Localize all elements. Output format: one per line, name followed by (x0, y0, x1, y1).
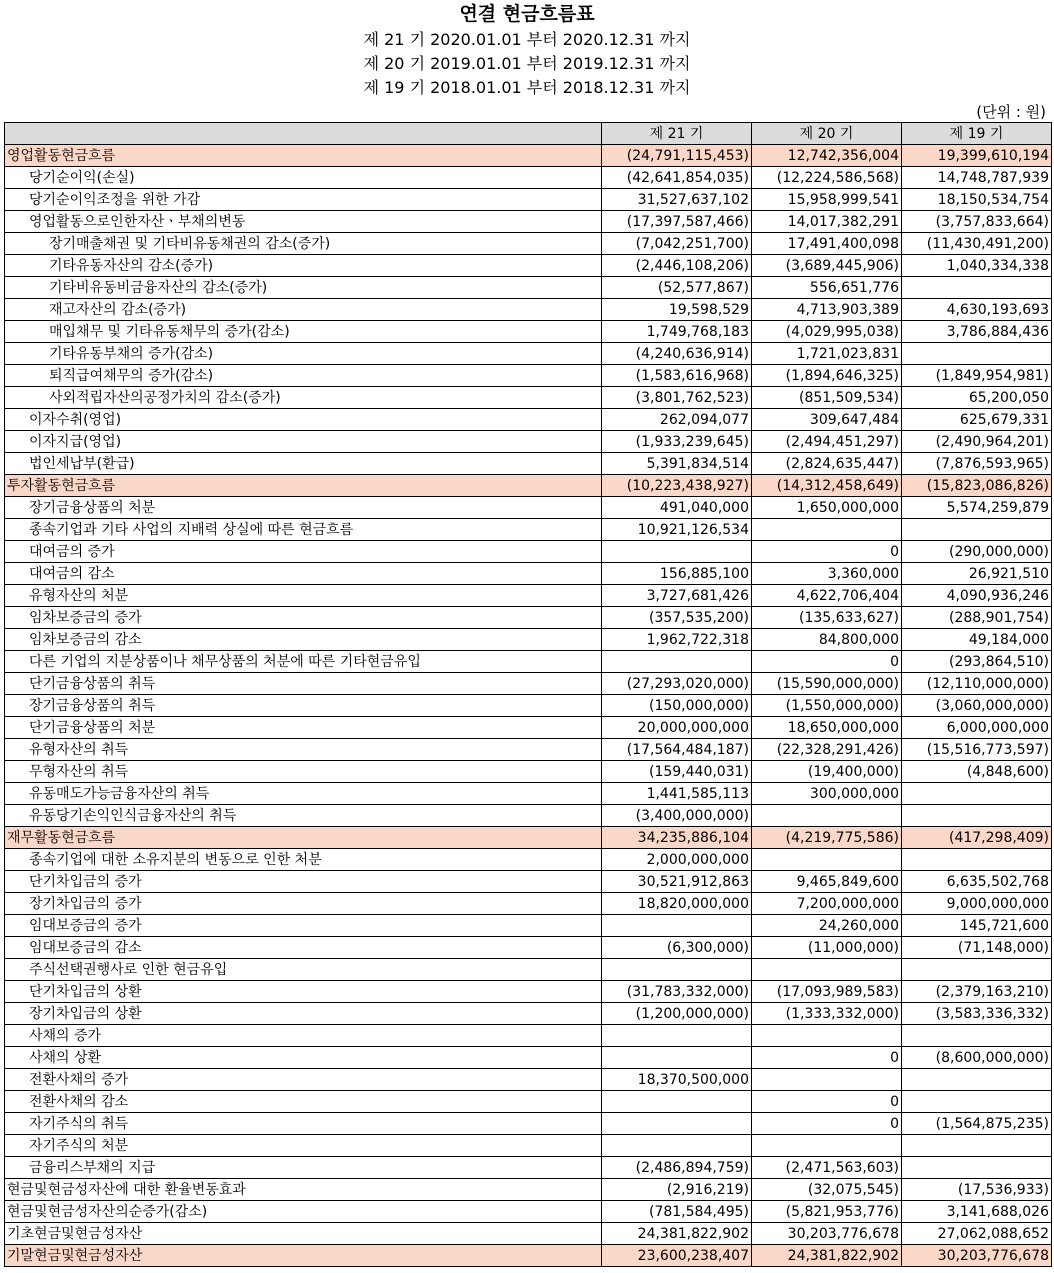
value-20: (11,000,000) (752, 937, 902, 959)
section-row (5, 1245, 1052, 1267)
row-label: 유동매도가능금융자산의 취득 (5, 783, 602, 805)
table-row (5, 1091, 1052, 1113)
value-20: 15,958,999,541 (752, 189, 902, 211)
period-19: 제 19 기 2018.01.01 부터 2018.12.31 까지 (363, 78, 691, 97)
value-20: 4,713,903,389 (752, 299, 902, 321)
value-19: (4,848,600) (902, 761, 1052, 783)
value-21: (1,200,000,000) (602, 1003, 752, 1025)
value-20: (19,400,000) (752, 761, 902, 783)
period-20: 제 20 기 2019.01.01 부터 2019.12.31 까지 (363, 54, 691, 73)
value-19 (902, 1135, 1052, 1157)
value-20: 24,260,000 (752, 915, 902, 937)
value-19: (1,849,954,981) (902, 365, 1052, 387)
row-label: 단기차입금의 상환 (5, 981, 602, 1003)
value-21: (1,933,239,645) (602, 431, 752, 453)
value-19: 4,630,193,693 (902, 299, 1052, 321)
unit-label: (단위 : 원) (976, 103, 1046, 121)
value-21: 23,600,238,407 (602, 1245, 752, 1267)
value-19 (902, 849, 1052, 871)
value-20: 1,650,000,000 (752, 497, 902, 519)
table-row (5, 1003, 1052, 1025)
value-20: 7,200,000,000 (752, 893, 902, 915)
value-21: (24,791,115,453) (602, 145, 752, 167)
value-21: 1,749,768,183 (602, 321, 752, 343)
table-row (5, 717, 1052, 739)
statement-title: 연결 현금흐름표 (459, 3, 595, 25)
value-19: 5,574,259,879 (902, 497, 1052, 519)
row-label: 장기차입금의 증가 (5, 893, 602, 915)
statement-header (0, 0, 1054, 100)
value-20: 14,017,382,291 (752, 211, 902, 233)
value-20: 309,647,484 (752, 409, 902, 431)
value-20: (15,590,000,000) (752, 673, 902, 695)
value-21: (3,400,000,000) (602, 805, 752, 827)
period-21: 제 21 기 2020.01.01 부터 2020.12.31 까지 (363, 30, 691, 49)
value-21: (357,535,200) (602, 607, 752, 629)
value-21 (602, 1113, 752, 1135)
table-row (5, 651, 1052, 673)
row-label: 임차보증금의 증가 (5, 607, 602, 629)
value-20 (752, 805, 902, 827)
value-20: (3,689,445,906) (752, 255, 902, 277)
table-row (5, 607, 1052, 629)
value-21 (602, 541, 752, 563)
value-19 (902, 519, 1052, 541)
row-label: 당기순이익조정을 위한 가감 (5, 189, 602, 211)
row-label: 기말현금및현금성자산 (5, 1245, 602, 1267)
row-label: 현금및현금성자산에 대한 환율변동효과 (5, 1179, 602, 1201)
value-21: (1,583,616,968) (602, 365, 752, 387)
value-19: (2,490,964,201) (902, 431, 1052, 453)
value-20: (851,509,534) (752, 387, 902, 409)
row-label: 장기금융상품의 취득 (5, 695, 602, 717)
value-19: 26,921,510 (902, 563, 1052, 585)
table-row (5, 871, 1052, 893)
row-label: 종속기업에 대한 소유지분의 변동으로 인한 처분 (5, 849, 602, 871)
row-label: 기초현금및현금성자산 (5, 1223, 602, 1245)
table-row (5, 1069, 1052, 1091)
value-19: (417,298,409) (902, 827, 1052, 849)
value-19: 19,399,610,194 (902, 145, 1052, 167)
value-20: (4,219,775,586) (752, 827, 902, 849)
row-label: 장기금융상품의 처분 (5, 497, 602, 519)
row-label: 대여금의 증가 (5, 541, 602, 563)
value-19: 65,200,050 (902, 387, 1052, 409)
value-19 (902, 783, 1052, 805)
section-row (5, 475, 1052, 497)
value-20: (17,093,989,583) (752, 981, 902, 1003)
row-label: 임대보증금의 증가 (5, 915, 602, 937)
value-21 (602, 915, 752, 937)
value-20: (5,821,953,776) (752, 1201, 902, 1223)
value-20: (135,633,627) (752, 607, 902, 629)
value-20: 300,000,000 (752, 783, 902, 805)
value-21 (602, 1135, 752, 1157)
table-row (5, 1179, 1052, 1201)
table-row (5, 497, 1052, 519)
value-19: (8,600,000,000) (902, 1047, 1052, 1069)
value-19: 27,062,088,652 (902, 1223, 1052, 1245)
row-label: 자기주식의 취득 (5, 1113, 602, 1135)
value-19: 3,786,884,436 (902, 321, 1052, 343)
value-21: 262,094,077 (602, 409, 752, 431)
value-21: (7,042,251,700) (602, 233, 752, 255)
value-21: (781,584,495) (602, 1201, 752, 1223)
row-label: 대여금의 감소 (5, 563, 602, 585)
row-label: 매입채무 및 기타유동채무의 증가(감소) (5, 321, 602, 343)
value-21: (17,397,587,466) (602, 211, 752, 233)
value-19: (15,823,086,826) (902, 475, 1052, 497)
value-19: (1,564,875,235) (902, 1113, 1052, 1135)
table-row (5, 321, 1052, 343)
value-21: 18,370,500,000 (602, 1069, 752, 1091)
value-19: 18,150,534,754 (902, 189, 1052, 211)
value-20: 0 (752, 651, 902, 673)
value-21: 5,391,834,514 (602, 453, 752, 475)
table-row (5, 277, 1052, 299)
row-label: 퇴직급여채무의 증가(감소) (5, 365, 602, 387)
value-20: (22,328,291,426) (752, 739, 902, 761)
table-row (5, 893, 1052, 915)
value-19: (12,110,000,000) (902, 673, 1052, 695)
value-21 (602, 1091, 752, 1113)
value-21: (2,486,894,759) (602, 1157, 752, 1179)
value-21: (10,223,438,927) (602, 475, 752, 497)
table-row (5, 937, 1052, 959)
value-20: 12,742,356,004 (752, 145, 902, 167)
value-21: 34,235,886,104 (602, 827, 752, 849)
row-label: 현금및현금성자산의순증가(감소) (5, 1201, 602, 1223)
row-label: 법인세납부(환급) (5, 453, 602, 475)
value-19 (902, 1091, 1052, 1113)
table-row (5, 849, 1052, 871)
value-21: 30,521,912,863 (602, 871, 752, 893)
value-20 (752, 1069, 902, 1091)
value-21: (2,446,108,206) (602, 255, 752, 277)
value-20: 18,650,000,000 (752, 717, 902, 739)
value-19 (902, 1157, 1052, 1179)
value-20: 30,203,776,678 (752, 1223, 902, 1245)
value-19: 14,748,787,939 (902, 167, 1052, 189)
value-21: (2,916,219) (602, 1179, 752, 1201)
value-19: 145,721,600 (902, 915, 1052, 937)
table-row (5, 629, 1052, 651)
value-21: (3,801,762,523) (602, 387, 752, 409)
row-label: 다른 기업의 지분상품이나 채무상품의 처분에 따른 기타현금유입 (5, 651, 602, 673)
table-row (5, 1047, 1052, 1069)
table-row (5, 233, 1052, 255)
value-21: (4,240,636,914) (602, 343, 752, 365)
table-row (5, 167, 1052, 189)
value-20: 9,465,849,600 (752, 871, 902, 893)
row-label: 무형자산의 취득 (5, 761, 602, 783)
value-21: (31,783,332,000) (602, 981, 752, 1003)
row-label: 임대보증금의 감소 (5, 937, 602, 959)
value-21: (52,577,867) (602, 277, 752, 299)
value-19: 3,141,688,026 (902, 1201, 1052, 1223)
value-19 (902, 343, 1052, 365)
value-21: 31,527,637,102 (602, 189, 752, 211)
row-label: 주식선택권행사로 인한 현금유입 (5, 959, 602, 981)
value-21: 2,000,000,000 (602, 849, 752, 871)
row-label: 단기금융상품의 처분 (5, 717, 602, 739)
value-21 (602, 1025, 752, 1047)
value-19: (11,430,491,200) (902, 233, 1052, 255)
value-19 (902, 1025, 1052, 1047)
value-20: 17,491,400,098 (752, 233, 902, 255)
value-20: (32,075,545) (752, 1179, 902, 1201)
value-21: 1,962,722,318 (602, 629, 752, 651)
value-19: (3,757,833,664) (902, 211, 1052, 233)
value-20: 556,651,776 (752, 277, 902, 299)
value-20: 1,721,023,831 (752, 343, 902, 365)
value-20: 0 (752, 1113, 902, 1135)
table-row (5, 959, 1052, 981)
row-label: 금융리스부채의 지급 (5, 1157, 602, 1179)
table-row (5, 805, 1052, 827)
value-21: (17,564,484,187) (602, 739, 752, 761)
row-label: 기타유동자산의 감소(증가) (5, 255, 602, 277)
table-row (5, 519, 1052, 541)
row-label: 이자수취(영업) (5, 409, 602, 431)
value-21: 24,381,822,902 (602, 1223, 752, 1245)
value-19: 625,679,331 (902, 409, 1052, 431)
value-19 (902, 959, 1052, 981)
row-label: 유형자산의 취득 (5, 739, 602, 761)
table-row (5, 1135, 1052, 1157)
table-row (5, 783, 1052, 805)
value-19: 1,040,334,338 (902, 255, 1052, 277)
value-20 (752, 519, 902, 541)
value-19: 6,635,502,768 (902, 871, 1052, 893)
value-19: 49,184,000 (902, 629, 1052, 651)
row-label: 기타유동부채의 증가(감소) (5, 343, 602, 365)
section-row (5, 827, 1052, 849)
value-19: (290,000,000) (902, 541, 1052, 563)
value-20: 0 (752, 1047, 902, 1069)
table-row (5, 255, 1052, 277)
table-row (5, 673, 1052, 695)
value-20 (752, 1025, 902, 1047)
value-20: (2,494,451,297) (752, 431, 902, 453)
table-row (5, 1157, 1052, 1179)
value-19: (3,060,000,000) (902, 695, 1052, 717)
table-row (5, 343, 1052, 365)
value-21: 10,921,126,534 (602, 519, 752, 541)
value-19: 9,000,000,000 (902, 893, 1052, 915)
row-label: 전환사채의 감소 (5, 1091, 602, 1113)
table-row (5, 211, 1052, 233)
table-row (5, 1223, 1052, 1245)
row-label: 재고자산의 감소(증가) (5, 299, 602, 321)
value-20: 3,360,000 (752, 563, 902, 585)
table-row (5, 563, 1052, 585)
table-row (5, 453, 1052, 475)
row-label: 장기매출채권 및 기타비유동채권의 감소(증가) (5, 233, 602, 255)
value-21 (602, 651, 752, 673)
value-21: 1,441,585,113 (602, 783, 752, 805)
value-19: (15,516,773,597) (902, 739, 1052, 761)
value-21: 19,598,529 (602, 299, 752, 321)
table-row (5, 739, 1052, 761)
table-row (5, 409, 1052, 431)
row-label: 이자지급(영업) (5, 431, 602, 453)
table-row (5, 541, 1052, 563)
value-20: 24,381,822,902 (752, 1245, 902, 1267)
value-19: 30,203,776,678 (902, 1245, 1052, 1267)
table-row (5, 365, 1052, 387)
value-19: (288,901,754) (902, 607, 1052, 629)
value-19 (902, 277, 1052, 299)
table-row (5, 1113, 1052, 1135)
table-row (5, 585, 1052, 607)
table-row (5, 915, 1052, 937)
table-row (5, 1201, 1052, 1223)
value-19: (7,876,593,965) (902, 453, 1052, 475)
table-row (5, 299, 1052, 321)
table-row (5, 431, 1052, 453)
row-label: 전환사채의 증가 (5, 1069, 602, 1091)
value-21: (6,300,000) (602, 937, 752, 959)
value-20: (12,224,586,568) (752, 167, 902, 189)
value-19: (2,379,163,210) (902, 981, 1052, 1003)
row-label: 임차보증금의 감소 (5, 629, 602, 651)
value-19: (71,148,000) (902, 937, 1052, 959)
row-label: 종속기업과 기타 사업의 지배력 상실에 따른 현금흐름 (5, 519, 602, 541)
row-label: 유형자산의 처분 (5, 585, 602, 607)
value-19 (902, 1069, 1052, 1091)
value-20: (1,550,000,000) (752, 695, 902, 717)
column-header-19: 제 19 기 (902, 123, 1052, 145)
value-21: 20,000,000,000 (602, 717, 752, 739)
value-20: (1,333,332,000) (752, 1003, 902, 1025)
value-20 (752, 849, 902, 871)
table-row (5, 981, 1052, 1003)
table-row (5, 387, 1052, 409)
value-20: (2,824,635,447) (752, 453, 902, 475)
value-20: 4,622,706,404 (752, 585, 902, 607)
row-label: 사채의 증가 (5, 1025, 602, 1047)
value-20 (752, 959, 902, 981)
value-21: 3,727,681,426 (602, 585, 752, 607)
value-20 (752, 1135, 902, 1157)
value-19: (293,864,510) (902, 651, 1052, 673)
cash-flow-table (4, 122, 1052, 1267)
value-20: (4,029,995,038) (752, 321, 902, 343)
value-19: 6,000,000,000 (902, 717, 1052, 739)
value-21: (42,641,854,035) (602, 167, 752, 189)
value-21: (27,293,020,000) (602, 673, 752, 695)
value-21 (602, 1047, 752, 1069)
value-21: 491,040,000 (602, 497, 752, 519)
row-label: 자기주식의 처분 (5, 1135, 602, 1157)
table-row (5, 761, 1052, 783)
row-label: 투자활동현금흐름 (5, 475, 602, 497)
value-21: 156,885,100 (602, 563, 752, 585)
value-19: 4,090,936,246 (902, 585, 1052, 607)
value-20: 0 (752, 1091, 902, 1113)
row-label: 영업활동으로인한자산ㆍ부채의변동 (5, 211, 602, 233)
row-label: 영업활동현금흐름 (5, 145, 602, 167)
value-21: (159,440,031) (602, 761, 752, 783)
value-20: 84,800,000 (752, 629, 902, 651)
value-20: (1,894,646,325) (752, 365, 902, 387)
column-header-20: 제 20 기 (752, 123, 902, 145)
row-label: 장기차입금의 상환 (5, 1003, 602, 1025)
table-header-row (5, 123, 1052, 145)
row-label: 당기순이익(손실) (5, 167, 602, 189)
row-label: 단기금융상품의 취득 (5, 673, 602, 695)
row-label: 유동당기손익인식금융자산의 취득 (5, 805, 602, 827)
row-label: 사채의 상환 (5, 1047, 602, 1069)
value-20: 0 (752, 541, 902, 563)
value-19: (17,536,933) (902, 1179, 1052, 1201)
row-label: 단기차입금의 증가 (5, 871, 602, 893)
table-row (5, 695, 1052, 717)
row-label: 사외적립자산의공정가치의 감소(증가) (5, 387, 602, 409)
value-20: (2,471,563,603) (752, 1157, 902, 1179)
value-21: 18,820,000,000 (602, 893, 752, 915)
column-header-21: 제 21 기 (602, 123, 752, 145)
section-row (5, 145, 1052, 167)
table-row (5, 189, 1052, 211)
row-label: 재무활동현금흐름 (5, 827, 602, 849)
value-19: (3,583,336,332) (902, 1003, 1052, 1025)
value-19 (902, 805, 1052, 827)
value-20: (14,312,458,649) (752, 475, 902, 497)
row-label: 기타비유동비금융자산의 감소(증가) (5, 277, 602, 299)
table-row (5, 1025, 1052, 1047)
value-21 (602, 959, 752, 981)
column-header-label (5, 123, 602, 145)
table-body (5, 145, 1052, 1267)
value-21: (150,000,000) (602, 695, 752, 717)
